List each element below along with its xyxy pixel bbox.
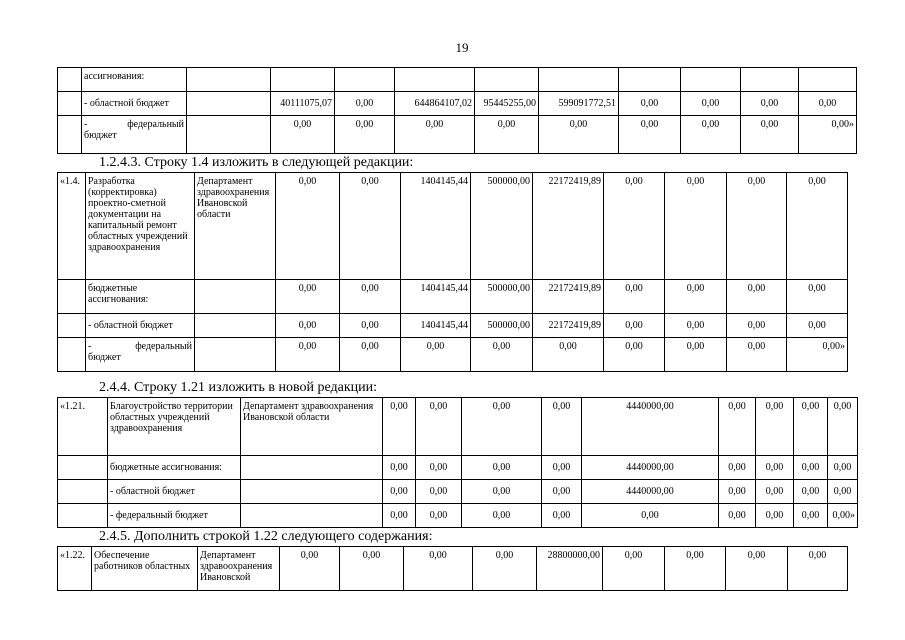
value-cell: 0,00 [741,116,799,154]
value-cell: 0,00 [665,338,727,372]
value-cell: 0,00 [756,480,794,504]
value-cell: 0,00 [271,116,335,154]
value-cell: 0,00 [756,456,794,480]
value-cell: 0,00» [787,338,848,372]
value-cell: 500000,00 [471,280,533,314]
value-cell: 0,00 [727,314,787,338]
row-label: - федеральный бюджет [86,338,195,372]
value-cell: 0,00 [719,398,756,456]
value-cell: 0,00 [416,504,462,528]
value-cell: 0,00 [665,547,726,591]
table-row-1-22 [57,546,848,591]
value-cell: 0,00 [383,456,416,480]
value-cell: 0,00 [619,116,681,154]
value-cell: 0,00 [276,314,340,338]
value-cell: 0,00 [726,547,788,591]
value-cell: 0,00 [828,480,858,504]
value-cell: 0,00 [533,338,604,372]
value-cell: 0,00 [665,173,727,280]
value-cell: 1404145,44 [401,314,471,338]
table-continuation [57,67,857,154]
row-number: «1.21. [58,398,108,456]
executor: Департамент здравоохранения Ивановской области [195,173,276,280]
value-cell: 0,00 [582,504,719,528]
table-row-1-21 [57,397,858,528]
value-cell: 0,00 [681,92,741,116]
value-cell: 0,00 [280,547,340,591]
value-cell: 0,00 [604,173,665,280]
value-cell: 0,00 [787,280,848,314]
measure-name: Благоустройство территории областных учреждений здравоохранения [108,398,241,456]
value-cell: 0,00 [542,480,582,504]
value-cell: 0,00 [788,547,848,591]
value-cell: 0,00 [756,398,794,456]
row-label: - федеральный бюджет [82,116,187,154]
value-cell: 0,00 [416,398,462,456]
value-cell: 0,00 [404,547,473,591]
table-row [58,338,848,372]
value-cell: 0,00 [335,116,395,154]
value-cell: 500000,00 [471,314,533,338]
value-cell: 22172419,89 [533,314,604,338]
value-cell: 0,00 [794,456,828,480]
row-label: бюджетные ассигнования: [86,280,195,314]
value-cell: 0,00 [741,92,799,116]
value-cell: 0,00 [665,314,727,338]
row-label: - областной бюджет [82,92,187,116]
value-cell: 0,00 [794,504,828,528]
table-row [58,280,848,314]
value-cell: 0,00 [340,280,401,314]
row-label: - областной бюджет [108,480,241,504]
measure-name: Разработка (корректировка) проектно-сметной документации на капитальный ремонт областных учреждений здравоохранения [86,173,195,280]
value-cell: 0,00 [681,116,741,154]
value-cell: 0,00 [383,480,416,504]
table-row [58,504,858,528]
table-row [58,92,857,116]
value-cell: 0,00 [604,314,665,338]
section-heading: 2.4.5. Дополнить строкой 1.22 следующего содержания: [99,529,433,544]
value-cell: 0,00 [462,456,542,480]
value-cell: 0,00 [727,280,787,314]
value-cell: 0,00 [542,504,582,528]
value-cell: 0,00 [462,398,542,456]
row-number: «1.4. [58,173,86,280]
value-cell: 0,00 [539,116,619,154]
section-heading: 1.2.4.3. Строку 1.4 изложить в следующей редакции: [99,155,414,170]
value-cell: 0,00 [727,338,787,372]
value-cell: 0,00 [665,280,727,314]
table-row [58,314,848,338]
value-cell: 0,00 [340,173,401,280]
value-cell: 644864107,02 [395,92,475,116]
value-cell: 0,00» [828,504,858,528]
table-row [58,116,857,154]
table-row [58,480,858,504]
table-row [58,547,848,591]
executor: Департамент здравоохранения Ивановской [198,547,280,591]
value-cell: 0,00 [383,398,416,456]
value-cell: 0,00 [604,338,665,372]
value-cell: 22172419,89 [533,280,604,314]
value-cell: 0,00 [475,116,539,154]
row-label: - федеральный бюджет [108,504,241,528]
value-cell: 4440000,00 [582,480,719,504]
value-cell: 0,00 [719,504,756,528]
value-cell: 0,00 [340,338,401,372]
table-row [58,68,857,92]
value-cell: 0,00» [799,116,857,154]
value-cell: 0,00 [787,173,848,280]
section-heading: 2.4.4. Строку 1.21 изложить в новой редакции: [99,380,378,395]
value-cell: 0,00 [462,504,542,528]
value-cell: 4440000,00 [582,456,719,480]
value-cell: 0,00 [542,456,582,480]
row-label: ассигнования: [82,68,187,92]
value-cell: 0,00 [473,547,537,591]
value-cell: 0,00 [471,338,533,372]
row-label: бюджетные ассигнования: [108,456,241,480]
value-cell: 0,00 [719,456,756,480]
value-cell: 0,00 [542,398,582,456]
value-cell: 0,00 [828,398,858,456]
value-cell: 28800000,00 [537,547,603,591]
table-row-1-4 [57,172,848,372]
measure-name: Обеспечение работников областных [92,547,198,591]
value-cell: 1404145,44 [401,280,471,314]
value-cell: 0,00 [340,314,401,338]
value-cell: 599091772,51 [539,92,619,116]
value-cell: 0,00 [794,480,828,504]
value-cell: 0,00 [603,547,665,591]
value-cell: 0,00 [756,504,794,528]
value-cell: 0,00 [619,92,681,116]
value-cell: 0,00 [787,314,848,338]
value-cell: 0,00 [462,480,542,504]
value-cell: 0,00 [395,116,475,154]
value-cell: 0,00 [340,547,404,591]
value-cell: 0,00 [604,280,665,314]
value-cell: 0,00 [828,456,858,480]
value-cell: 0,00 [276,173,340,280]
value-cell: 0,00 [799,92,857,116]
value-cell: 0,00 [276,338,340,372]
row-label: - областной бюджет [86,314,195,338]
table-row [58,173,848,280]
value-cell: 0,00 [416,456,462,480]
page-number: 19 [455,40,469,55]
executor: Департамент здравоохранения Ивановской области [241,398,383,456]
value-cell: 0,00 [416,480,462,504]
row-number: «1.22. [58,547,92,591]
value-cell: 0,00 [727,173,787,280]
value-cell: 0,00 [719,480,756,504]
value-cell: 22172419,89 [533,173,604,280]
value-cell: 0,00 [335,92,395,116]
value-cell: 0,00 [276,280,340,314]
value-cell: 0,00 [383,504,416,528]
value-cell: 500000,00 [471,173,533,280]
table-row [58,456,858,480]
value-cell: 40111075,07 [271,92,335,116]
value-cell: 0,00 [794,398,828,456]
value-cell: 0,00 [401,338,471,372]
value-cell: 1404145,44 [401,173,471,280]
table-row [58,398,858,456]
value-cell: 4440000,00 [582,398,719,456]
value-cell: 95445255,00 [475,92,539,116]
